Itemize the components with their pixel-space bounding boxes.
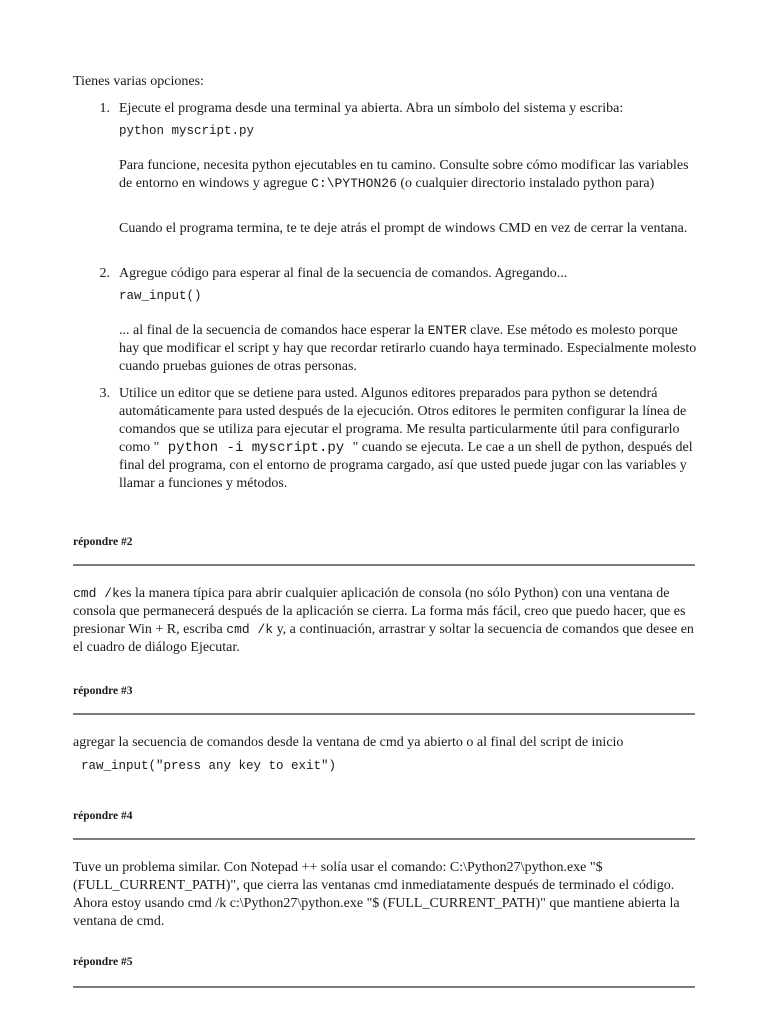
answer-4-header: répondre #4	[73, 810, 133, 822]
answer-3-divider	[73, 713, 695, 715]
list-item-1-paragraph-cmd: Cuando el programa termina, te te deje atrás el prompt de windows CMD en vez de cerrar la ventana.	[119, 221, 688, 236]
code-raw-input: raw_input()	[119, 289, 202, 303]
answer-2-divider	[73, 564, 695, 566]
code-raw-input-press: raw_input("press any key to exit")	[81, 759, 337, 773]
list-number-1: 1.	[99, 101, 110, 116]
answer-4-text: Tuve un problema similar. Con Notepad ++ solía usar el comando: C:\Python27\python.exe "$ (FULL_CURRENT_PATH)", que cierra las ventanas cmd inmediatamente después de terminado el código. Ahora estoy usando cmd /k c:\Python27\python.exe "$ (FULL_CURRENT_PATH)" que mantiene abierta la ventana de cmd.	[73, 860, 680, 929]
answer-4-divider	[73, 838, 695, 840]
list-number-3: 3.	[99, 386, 110, 401]
answer-2-text: cmd /kes la manera típica para abrir cualquier aplicación de consola (no sólo Python) con una ventana de consola que permanecerá después de la aplicación se cierra. La forma más fácil, creo que puedo hacer, que es presionar Win + R, escriba cmd /k y, a continuación, arrastrar y soltar la secuencia de comandos que desee en el cuadro de diálogo Ejecutar.	[73, 586, 694, 655]
inline-code-cmd-k-2: cmd /k	[226, 622, 274, 637]
code-python-myscript: python myscript.py	[119, 124, 255, 138]
list-number-2: 2.	[99, 266, 110, 281]
answer-5-header: répondre #5	[73, 956, 133, 968]
answer-3-text: agregar la secuencia de comandos desde la ventana de cmd ya abierto o al final del script de inicio	[73, 735, 624, 750]
list-item-2-title: Agregue código para esperar al final de la secuencia de comandos. Agregando...	[119, 266, 568, 281]
inline-code-enter: ENTER	[427, 323, 467, 338]
answer-5-divider	[73, 986, 695, 988]
intro-text: Tienes varias opciones:	[73, 74, 204, 89]
inline-code-python-i: python -i myscript.py	[159, 440, 353, 456]
list-item-1-paragraph-path: Para funcione, necesita python ejecutables en tu camino. Consulte sobre cómo modificar las variables de entorno en windows y agregue C:\PYTHON26 (o cualquier directorio instalado python para)	[119, 158, 689, 191]
inline-code-python26: C:\PYTHON26	[311, 176, 397, 191]
answer-3-header: répondre #3	[73, 685, 133, 697]
list-item-3-text: Utilice un editor que se detiene para usted. Algunos editores preparados para python se detendrá automáticamente para usted después de la ejecución. Otros editores le permiten configurar la línea de comandos que se utiliza para ejecutar el programa. Me resulta particularmente útil para configurarlo como " python -i myscript.py " cuando se ejecuta. Le cae a un shell de python, después del final del programa, con el entorno de programa cargado, así que usted puede jugar con las variables y llamar a funciones y métodos.	[119, 386, 693, 491]
list-item-1-title: Ejecute el programa desde una terminal ya abierta. Abra un símbolo del sistema y escriba:	[119, 101, 624, 116]
list-item-2-paragraph: ... al final de la secuencia de comandos hace esperar la ENTER clave. Ese método es molesto porque hay que modificar el script y hay que recordar retirarlo cuando haya terminado. Especialmente molesto cuando pruebas guiones de otras personas.	[119, 323, 697, 374]
answer-2-header: répondre #2	[73, 536, 133, 548]
inline-code-cmd-k: cmd /k	[73, 586, 120, 601]
